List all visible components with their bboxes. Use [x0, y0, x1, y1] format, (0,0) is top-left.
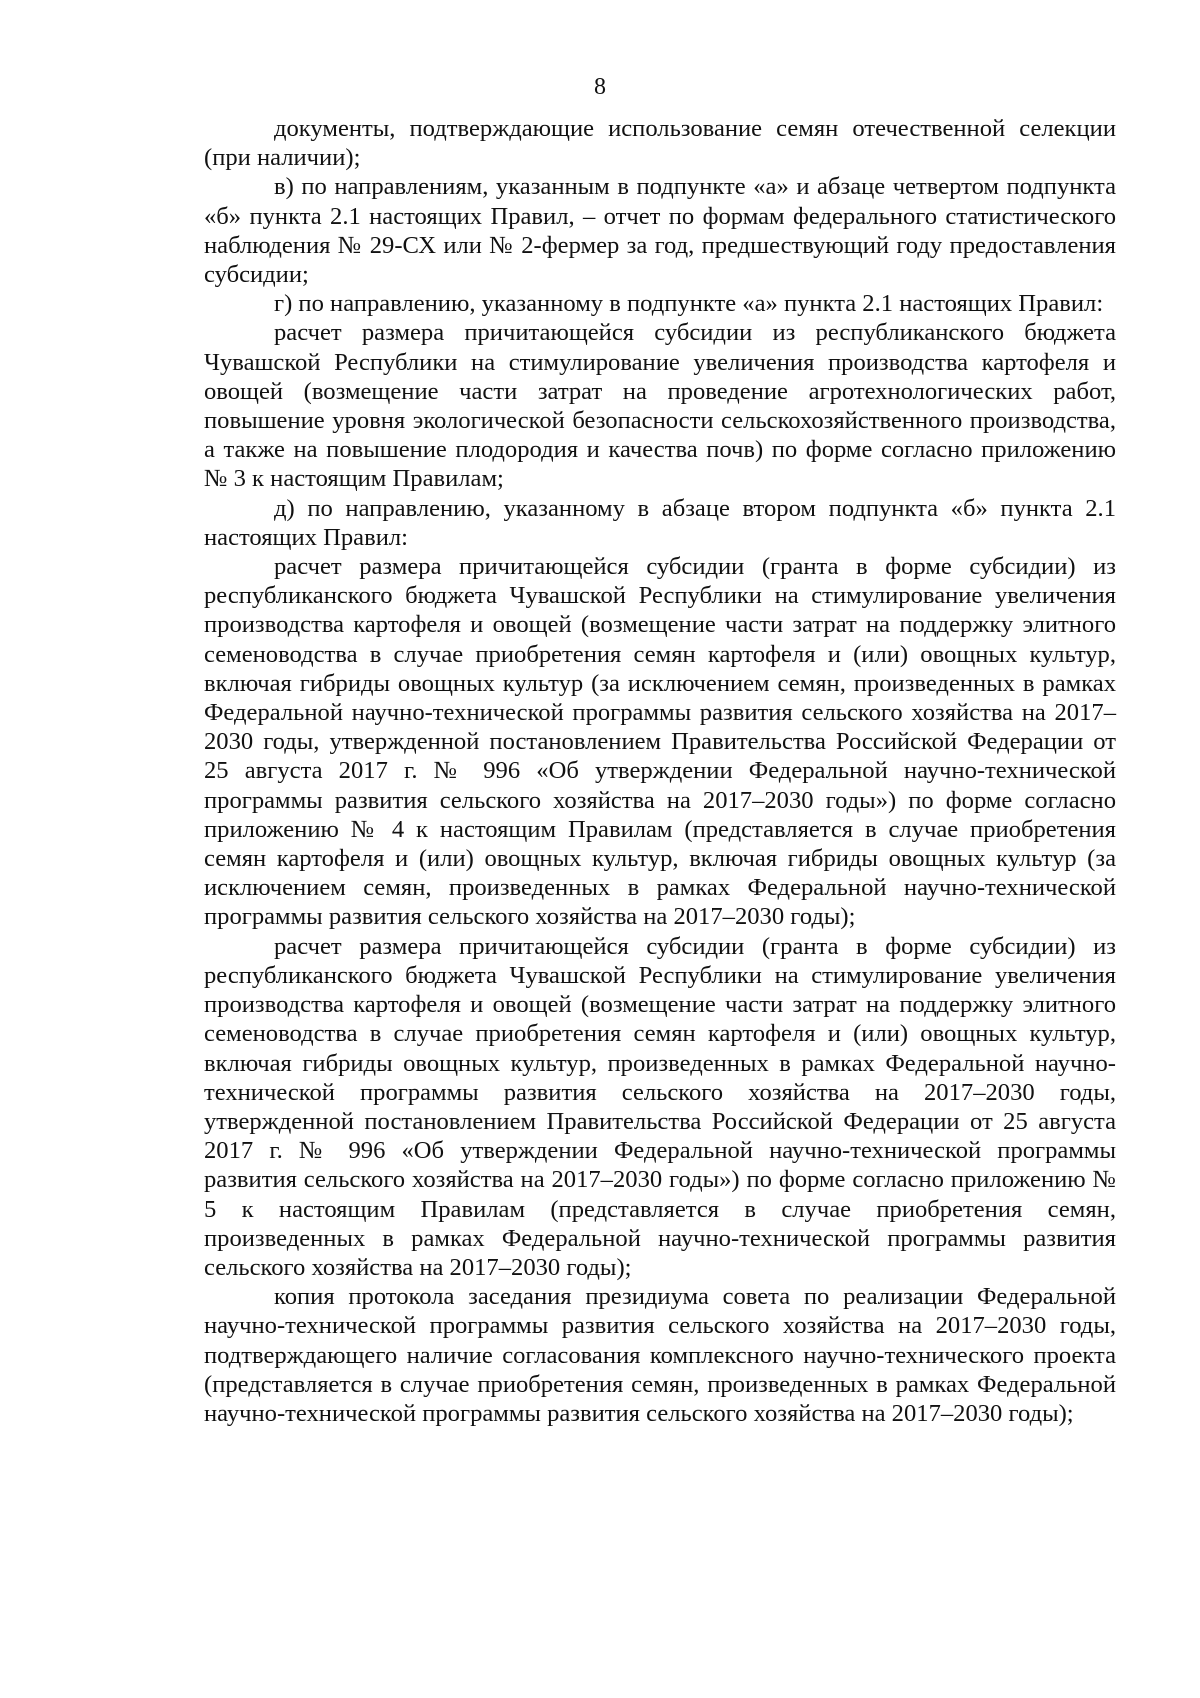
- paragraph-item-v: в) по направлениям, указанным в подпункте «а» и абзаце четвертом подпункта «б» пункта 2.1 настоящих Правил, – отчет по формам федерального статистического наблюдения № 29-СХ или № 2-фермер за год, предшествующий году предоставления субсидии;: [204, 173, 1116, 289]
- paragraph-calculation-appendix-3: расчет размера причитающейся субсидии из республиканского бюджета Чувашской Республики на стимулирование увеличения производства картофеля и овощей (возмещение части затрат на проведение агротехнологических работ, повышение уровня экологической безопасности сельскохозяйственного производства, а также на повышение плодородия и качества почв) по форме согласно приложению № 3 к настоящим Правилам;: [204, 319, 1116, 493]
- page-number: 8: [594, 74, 606, 100]
- document-body: [204, 114, 1116, 1428]
- paragraph-calculation-appendix-4: расчет размера причитающейся субсидии (гранта в форме субсидии) из республиканского бюджета Чувашской Республики на стимулирование увеличения производства картофеля и овощей (возмещение части затрат на поддержку элитного семеноводства в случае приобретения семян картофеля и (или) овощных культур, включая гибриды овощных культур (за исключением семян, произведенных в рамках Федеральной научно-технической программы развития сельского хозяйства на 2017–2030 годы, утвержденной постановлением Правительства Российской Федерации от 25 августа 2017 г. № 996 «Об утверждении Федеральной научно-технической программы развития сельского хозяйства на 2017–2030 годы») по форме согласно приложению № 4 к настоящим Правилам (представляется в случае приобретения семян картофеля и (или) овощных культур, включая гибриды овощных культур (за исключением семян, произведенных в рамках Федеральной научно-технической программы развития сельского хозяйства на 2017–2030 годы);: [204, 553, 1116, 931]
- paragraph-seed-documents: документы, подтверждающие использование семян отечественной селекции (при наличии);: [204, 115, 1116, 172]
- paragraph-protocol-copy: копия протокола заседания президиума совета по реализации Федеральной научно-технической программы развития сельского хозяйства на 2017–2030 годы, подтверждающего наличие согласования комплексного научно-технического проекта (представляется в случае приобретения семян, произведенных в рамках Федеральной научно-технической программы развития сельского хозяйства на 2017–2030 годы);: [204, 1283, 1116, 1427]
- paragraph-item-g: г) по направлению, указанному в подпункте «а» пункта 2.1 настоящих Правил:: [274, 290, 1104, 318]
- paragraph-item-d: д) по направлению, указанному в абзаце втором подпункта «б» пункта 2.1 настоящих Правил:: [204, 494, 1116, 551]
- paragraph-calculation-appendix-5: расчет размера причитающейся субсидии (гранта в форме субсидии) из республиканского бюджета Чувашской Республики на стимулирование увеличения производства картофеля и овощей (возмещение части затрат на поддержку элитного семеноводства в случае приобретения семян картофеля и (или) овощных культур, включая гибриды овощных культур, произведенных в рамках Федеральной научно-технической программы развития сельского хозяйства на 2017–2030 годы, утвержденной постановлением Правительства Российской Федерации от 25 августа 2017 г. № 996 «Об утверждении Федеральной научно-технической программы развития сельского хозяйства на 2017–2030 годы») по форме согласно приложению № 5 к настоящим Правилам (представляется в случае приобретения семян, произведенных в рамках Федеральной научно-технической программы развития сельского хозяйства на 2017–2030 годы);: [204, 932, 1116, 1281]
